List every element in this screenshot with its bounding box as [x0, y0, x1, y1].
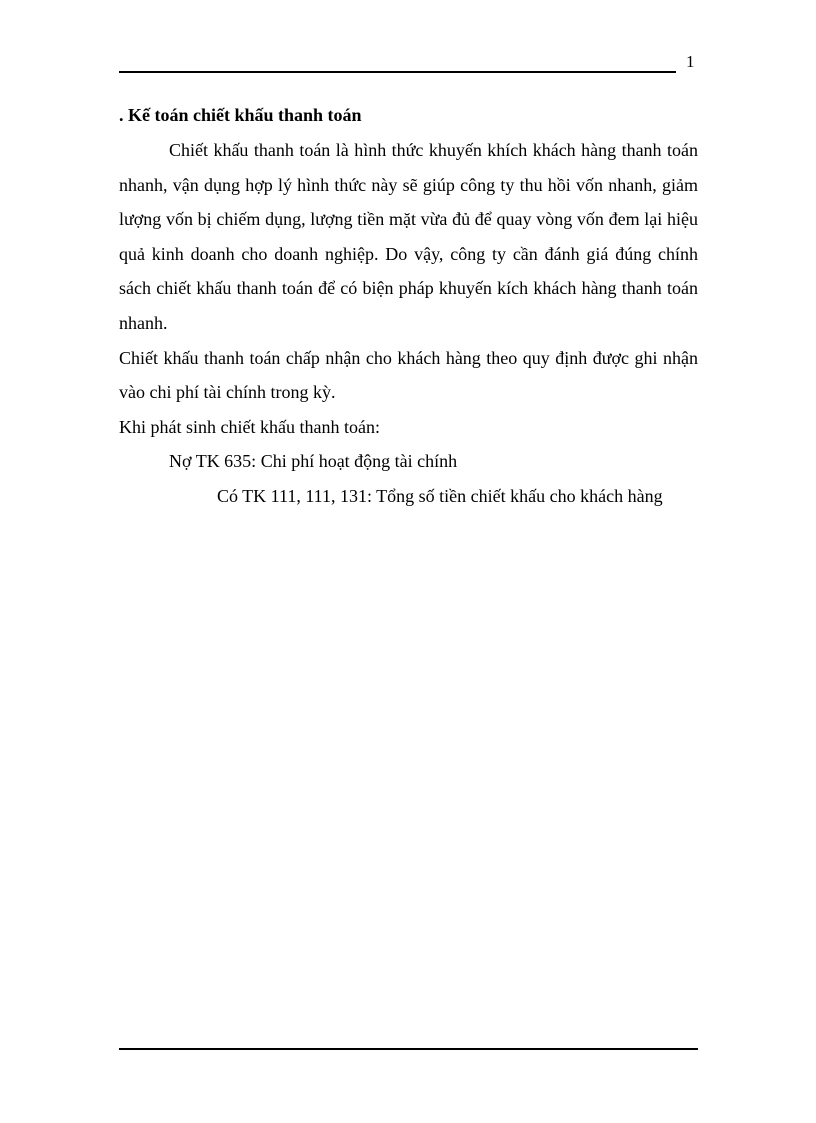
footer-rule [119, 1048, 698, 1050]
paragraph-intro: Chiết khấu thanh toán là hình thức khuyến khích khách hàng thanh toán nhanh, vận dụng hợp lý hình thức này sẽ giúp công ty thu hồi vốn nhanh, giảm lượng vốn bị chiếm dụng, lượng tiền mặt vừa đủ để quay vòng vốn đem lại hiệu quả kinh doanh cho doanh nghiệp. Do vậy, công ty cần đánh giá đúng chính sách chiết khấu thanh toán để có biện pháp khuyến kích khách hàng thanh toán nhanh. [119, 140, 698, 333]
document-body [119, 98, 698, 514]
paragraph-when-arising: Khi phát sinh chiết khấu thanh toán: [119, 416, 380, 437]
header-rule [119, 71, 676, 73]
journal-entry-debit: Nợ TK 635: Chi phí hoạt động tài chính [169, 451, 458, 472]
page-number: 1 [686, 52, 695, 71]
journal-entry-credit: Có TK 111, 111, 131: Tổng số tiền chiết khấu cho khách hàng [217, 485, 663, 506]
section-heading: . Kế toán chiết khấu thanh toán [119, 105, 362, 125]
paragraph-recognition: Chiết khấu thanh toán chấp nhận cho khách hàng theo quy định được ghi nhận vào chi phí tài chính trong kỳ. [119, 347, 698, 403]
